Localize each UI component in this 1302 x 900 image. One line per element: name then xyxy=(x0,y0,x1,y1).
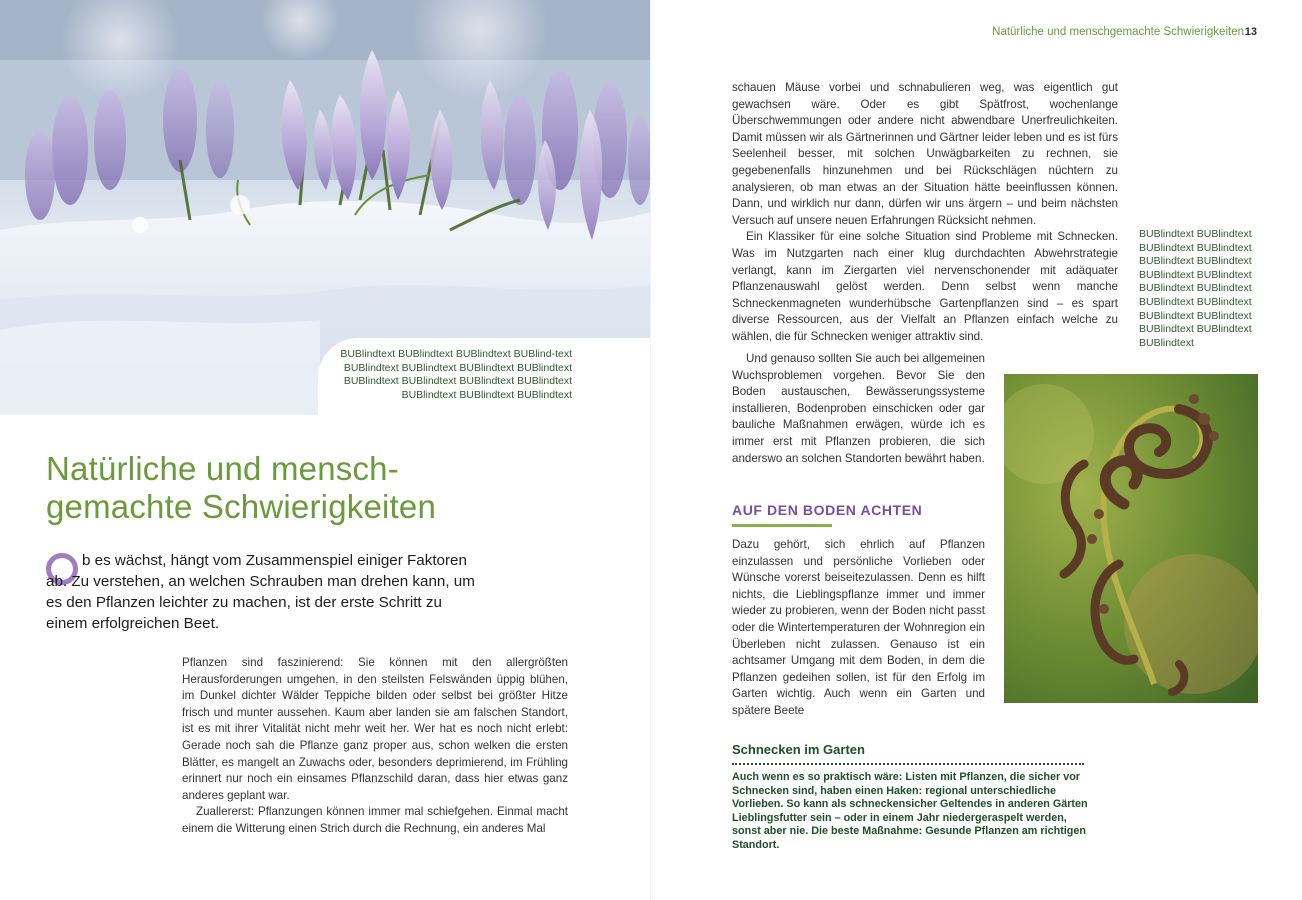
info-box-title: Schnecken im Garten xyxy=(732,742,865,757)
section-body: Dazu gehört, sich ehrlich auf Pflanzen einzulassen und persönliche Vorlieben oder Wünsche vorerst beiseitezulassen. Denn es hilft nichts, die Lieblingspflanze immer und immer wieder zu probieren, wenn der Boden nicht passt oder die Wintertemperaturen der Wohnregion ein Überleben nicht zulassen. Genauso ist ein achtsamer Umgang mit dem Boden, in dem die Pflanzen gedeihen sollen, ist für den Erfolg im Garten wichtig. Auch wenn ein Garten und spätere Beete xyxy=(732,538,985,717)
lead-text: b es wächst, hängt vom Zusammenspiel einiger Faktoren ab. Zu verstehen, an welchen Schrauben man drehen kann, um es den Pflanzen leichter zu machen, ist der erste Schritt zu einem erfolgreichen Beet. xyxy=(46,552,475,632)
hero-caption: BUBlindtext BUBlindtext BUBlindtext BUBlind-text BUBlindtext BUBlindtext BUBlindtext BUBlindtext BUBlindtext BUBlindtext BUBlindtext BUBlindtext BUBlindtext BUBlindtext BUBlindtext xyxy=(340,348,572,401)
running-head: Natürliche und menschgemachte Schwierigkeiten xyxy=(992,26,1244,38)
right-body-paragraph-3: Und genauso sollten Sie auch bei allgemeinen Wuchsproblemen vorgehen. Bevor Sie den Boden austauschen, Bewässerungssysteme installieren, Bodenproben einschicken oder gar bauliche Maßnahmen erwägen, würde ich es immer erst mit Pflanzen probieren, die sich anderswo an solchen Standorten bewährt haben. xyxy=(732,352,985,465)
info-box-rule xyxy=(732,763,1084,765)
info-box-text: Auch wenn es so praktisch wäre: Listen mit Pflanzen, die sicher vor Schnecken sind, haben einen Haken: regional unterschiedliche Vorlieben. So kann als schneckensicher Geltendes in anderen Gärten Lieblingsfutter sein – oder in einem Jahr niedergeraspelt werden, sonst aber nie. Die beste Maßnahme: Gesunde Pflanzen am richtigen Standort. xyxy=(732,771,1088,851)
right-body-top xyxy=(732,80,1118,346)
chapter-title: Natürliche und mensch-gemachte Schwierigkeiten xyxy=(46,450,437,525)
right-body-paragraph-2: Ein Klassiker für eine solche Situation sind Probleme mit Schnecken. Was im Nutzgarten nach einer klug durchdachten Abwehrstrategie verlangt, kann im Ziergarten viel nervenschonender mit adäquater Pflanzenauswahl gelöst werden. Denn selbst wenn manche Schneckenmagneten wunderhübsche Gartenpflanzen sind – es spart diverse Ressourcen, aus der Vielfalt an Pflanzen einfach welche zu wählen, die für Schnecken weniger attraktiv sind. xyxy=(732,230,1118,343)
right-body-paragraph-1: schauen Mäuse vorbei und schnabulieren weg, was eigentlich gut gewachsen wäre. Oder es gibt Spätfrost, wochenlange Überschwemmungen oder andere nicht abwendbare Unerfreulichkeiten. Damit müssen wir als Gärtnerinnen und Gärtner leider leben und es ist fürs Seelenheil besser, mit solchen Unwägbarkeiten zu rechnen, sie gegebenenfalls hinzunehmen und bei Rückschlägen nüchtern zu analysieren, ob man etwas an der Situation hätte beeinflussen können. Dann, und wirklich nur dann, dürfen wir uns ärgern – und beim nächsten Versuch auf unsere neuen Erfahrungen Rücksicht nehmen. xyxy=(732,81,1118,227)
section-heading: AUF DEN BODEN ACHTEN xyxy=(732,502,923,518)
left-body xyxy=(182,655,568,838)
lead-paragraph xyxy=(46,550,476,634)
fern-illustration xyxy=(1004,374,1258,703)
left-body-paragraph-2: Zuallererst: Pflanzungen können immer mal schiefgehen. Einmal macht einem die Witterung einen Strich durch die Rechnung, ein anderes Mal xyxy=(182,805,568,835)
fern-photo xyxy=(1004,374,1258,703)
margin-note: BUBlindtext BUBlindtext BUBlindtext BUBlindtext BUBlindtext BUBlindtext BUBlindtext BUBlindtext BUBlindtext BUBlindtext BUBlindtext BUBlindtext BUBlindtext BUBlindtext BUBlindtext BUBlindtext BUBlindtext xyxy=(1139,228,1252,349)
section-rule xyxy=(732,524,832,527)
left-body-paragraph-1: Pflanzen sind faszinierend: Sie können mit den allergrößten Herausforderungen umgehen, in den steilsten Felswänden üppig blühen, im Dunkel dichter Wälder Teppiche bilden oder selbst bei größter Hitze frisch und munter aussehen. Kaum aber landen sie am falschen Standort, ist es mit ihrer Vitalität nicht mehr weit her. Wer hat es noch nicht erlebt: Gerade noch sah die Pflanze ganz proper aus, schon welken die ersten Blätter, es mangelt an Zuwachs oder, besonders deprimierend, im Frühling erinnert nur noch ein einsames Pflanzschild daran, dass hier etwas ganz anderes geplant war. xyxy=(182,656,568,802)
page-number: 13 xyxy=(1244,26,1257,38)
right-page xyxy=(651,0,1302,900)
